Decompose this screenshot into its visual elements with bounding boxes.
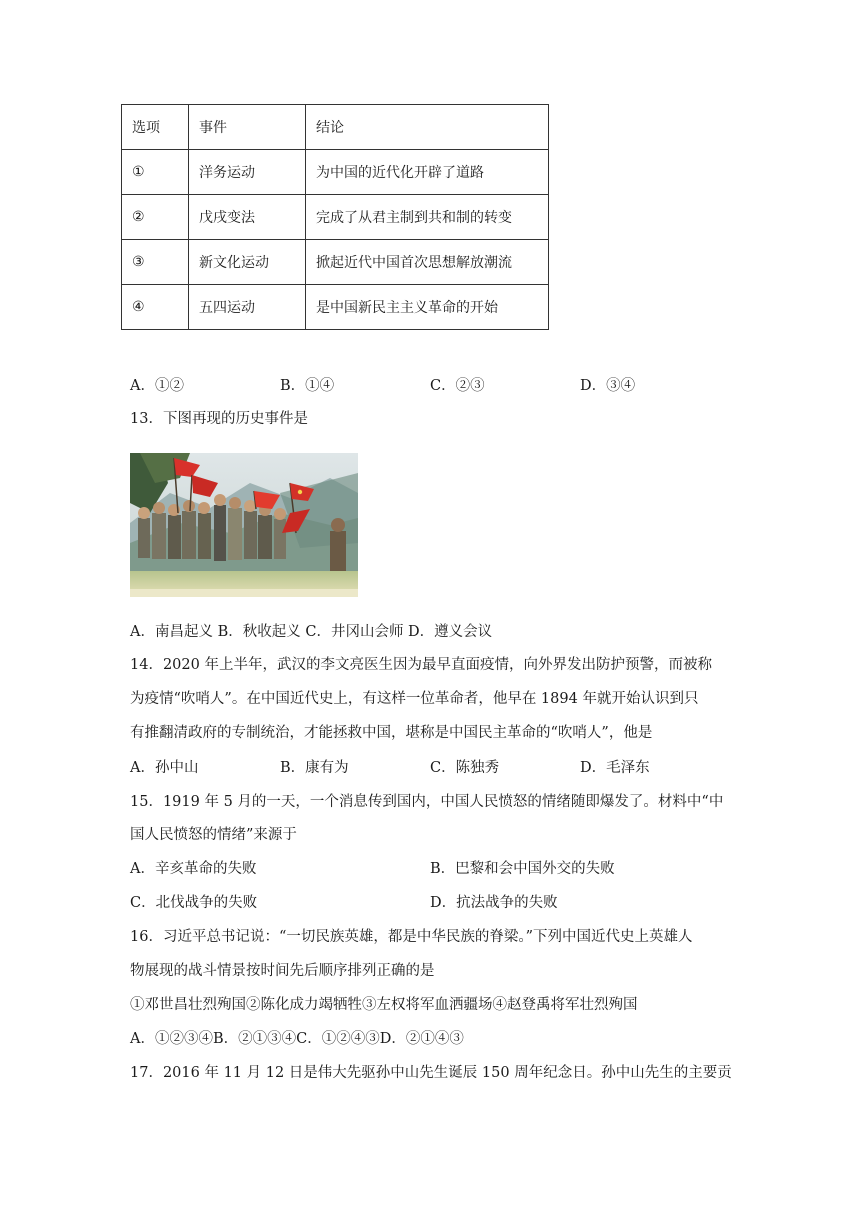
table-header-cell: 结论 (306, 105, 549, 150)
q17-line-1: 17．2016 年 11 月 12 日是伟大先驱孙中山先生诞辰 150 周年纪念日。孙中山先生的主要贡 (130, 1065, 732, 1081)
table-cell: 是中国新民主主义革命的开始 (306, 285, 549, 330)
table-cell: ③ (122, 240, 189, 285)
table-header-row (122, 105, 549, 150)
q15-option-d: D．抗法战争的失败 (430, 895, 558, 911)
q14-option-c: C．陈独秀 (430, 760, 500, 776)
q15-line-2: 国人民愤怒的情绪”来源于 (130, 827, 297, 843)
painting-illustration (130, 453, 358, 597)
q12-option-c: C．②③ (430, 378, 485, 394)
table-row (122, 195, 549, 240)
table-row (122, 150, 549, 195)
table-cell: ② (122, 195, 189, 240)
q14-option-d: D．毛泽东 (580, 760, 650, 776)
table-header-cell: 事件 (189, 105, 306, 150)
table-cell: 完成了从君主制到共和制的转变 (306, 195, 549, 240)
q15-line-1: 15．1919 年 5 月的一天，一个消息传到国内，中国人民愤怒的情绪随即爆发了。材料中“中 (130, 794, 724, 810)
q13-stem: 13．下图再现的历史事件是 (130, 411, 308, 427)
q16-line-3: ①邓世昌壮烈殉国②陈化成力竭牺牲③左权将军血洒疆场④赵登禹将军壮烈殉国 (130, 997, 638, 1013)
q16-line-1: 16．习近平总书记说：“一切民族英雄，都是中华民族的脊梁。”下列中国近代史上英雄人 (130, 929, 693, 945)
table-row (122, 240, 549, 285)
table-row (122, 285, 549, 330)
q12-option-d: D．③④ (580, 378, 636, 394)
q16-options: A．①②③④B．②①③④C．①②④③D．②①④③ (130, 1031, 464, 1047)
q15-option-b: B．巴黎和会中国外交的失败 (430, 861, 615, 877)
table-cell: 洋务运动 (189, 150, 306, 195)
table-cell: 为中国的近代化开辟了道路 (306, 150, 549, 195)
q15-option-a: A．辛亥革命的失败 (130, 861, 257, 877)
q12-option-a: A．①② (130, 378, 184, 394)
q14-line-3: 有推翻清政府的专制统治，才能拯救中国，堪称是中国民主革命的“吹哨人”，他是 (130, 725, 653, 741)
q14-line-1: 14．2020 年上半年，武汉的李文亮医生因为最早直面疫情，向外界发出防护预警，而被称 (130, 657, 712, 673)
table-cell: 戊戌变法 (189, 195, 306, 240)
q16-line-2: 物展现的战斗情景按时间先后顺序排列正确的是 (130, 963, 435, 979)
q15-option-c: C．北伐战争的失败 (130, 895, 258, 911)
table-cell: 掀起近代中国首次思想解放潮流 (306, 240, 549, 285)
q14-line-2: 为疫情“吹哨人”。在中国近代史上，有这样一位革命者，他早在 1894 年就开始认识到只 (130, 691, 699, 707)
table-cell: ④ (122, 285, 189, 330)
q13-options: A．南昌起义 B．秋收起义 C．井冈山会师 D．遵义会议 (130, 624, 493, 640)
historical-painting-image (130, 453, 358, 597)
table-cell: ① (122, 150, 189, 195)
table-cell: 新文化运动 (189, 240, 306, 285)
table-cell: 五四运动 (189, 285, 306, 330)
table-header-cell: 选项 (122, 105, 189, 150)
q14-option-a: A．孙中山 (130, 760, 199, 776)
q12-option-b: B．①④ (280, 378, 335, 394)
events-table (121, 104, 549, 330)
q14-option-b: B．康有为 (280, 760, 349, 776)
